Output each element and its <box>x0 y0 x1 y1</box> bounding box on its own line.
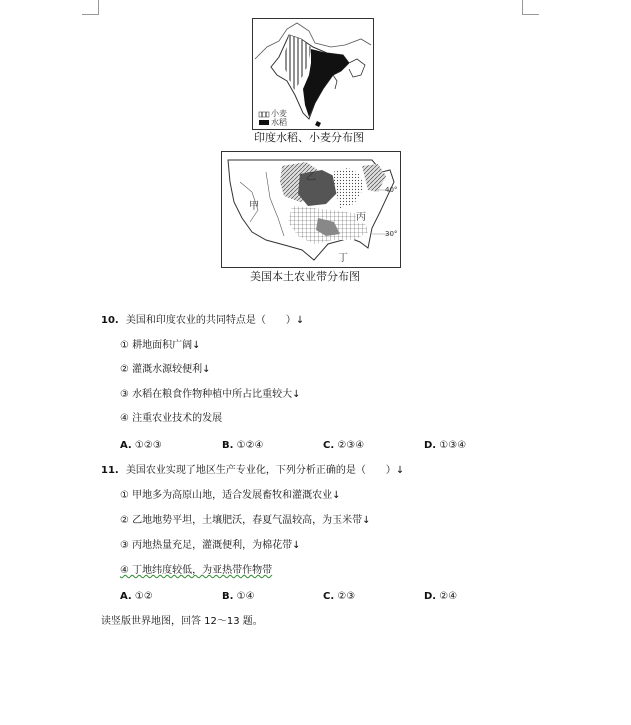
question-10-number: 10. <box>101 315 119 326</box>
question-11-item-4: ④ 丁地纬度较低，为亚热带作物带 <box>120 565 273 576</box>
question-11-number: 11. <box>101 465 119 476</box>
question-10-item-4: ④ 注重农业技术的发展 <box>120 413 223 424</box>
region-label-yi: 乙 <box>306 172 316 183</box>
question-11-option-a[interactable] <box>120 591 153 603</box>
legend-wheat-swatch <box>259 112 269 117</box>
question-10-item-3: ③ 水稻在粮食作物种植中所占比重较大↓ <box>120 389 301 400</box>
legend-rice-swatch <box>259 120 269 125</box>
page-corner-mark-left <box>82 0 99 15</box>
question-10-text: 美国和印度农业的共同特点是（ ）↓ <box>125 315 305 326</box>
region-label-bing: 丙 <box>356 208 366 223</box>
question-11-option-d[interactable] <box>424 591 457 603</box>
option-letter: D. <box>424 591 437 602</box>
option-letter: A. <box>120 591 132 602</box>
us-map-figure <box>221 151 401 268</box>
option-text: ①③④ <box>439 440 467 451</box>
question-10-option-b[interactable] <box>222 440 264 452</box>
option-text: ②③④ <box>337 440 365 451</box>
latitude-30-label: 30° <box>385 230 398 238</box>
reading-instruction: 读竖版世界地图，回答 12～13 题。 <box>101 616 263 627</box>
question-10-item-1: ① 耕地面积广阔↓ <box>120 340 201 351</box>
option-text: ①② <box>134 591 153 602</box>
question-11-stem <box>101 465 404 477</box>
latitude-40-label: 40° <box>385 186 398 194</box>
option-letter: C. <box>323 440 335 451</box>
option-letter: A. <box>120 440 132 451</box>
india-map-figure <box>252 18 374 130</box>
us-map-caption: 美国本土农业带分布图 <box>250 270 360 283</box>
question-11-item-2: ② 乙地地势平坦，土壤肥沃，春夏气温较高，为玉米带↓ <box>120 515 371 526</box>
region-label-jia: 甲 <box>249 201 259 212</box>
option-text: ①④ <box>236 591 255 602</box>
option-text: ②④ <box>439 591 458 602</box>
page-corner-mark-right <box>522 0 539 15</box>
question-11-item-3: ③ 丙地热量充足，灌溉便利，为棉花带↓ <box>120 540 301 551</box>
question-11-text: 美国农业实现了地区生产专业化，下列分析正确的是（ ）↓ <box>125 465 405 476</box>
region-label-ding: 丁 <box>338 253 348 264</box>
option-text: ①②④ <box>236 440 264 451</box>
option-letter: C. <box>323 591 335 602</box>
question-11-item-1: ① 甲地多为高原山地，适合发展畜牧和灌溉农业↓ <box>120 490 341 501</box>
option-letter: B. <box>222 440 234 451</box>
question-11-option-b[interactable] <box>222 591 255 603</box>
india-map-caption: 印度水稻、小麦分布图 <box>254 131 364 144</box>
question-10-option-c[interactable] <box>323 440 364 452</box>
legend-wheat-label: 小麦 <box>271 109 287 118</box>
question-10-option-a[interactable] <box>120 440 162 452</box>
option-text: ①②③ <box>134 440 162 451</box>
option-letter: D. <box>424 440 437 451</box>
legend-rice-label: 水稻 <box>271 118 287 127</box>
question-10-stem <box>101 315 304 327</box>
option-text: ②③ <box>337 591 356 602</box>
option-letter: B. <box>222 591 234 602</box>
question-10-option-d[interactable] <box>424 440 466 452</box>
question-10-item-2: ② 灌溉水源较便利↓ <box>120 364 211 375</box>
question-11-option-c[interactable] <box>323 591 355 603</box>
